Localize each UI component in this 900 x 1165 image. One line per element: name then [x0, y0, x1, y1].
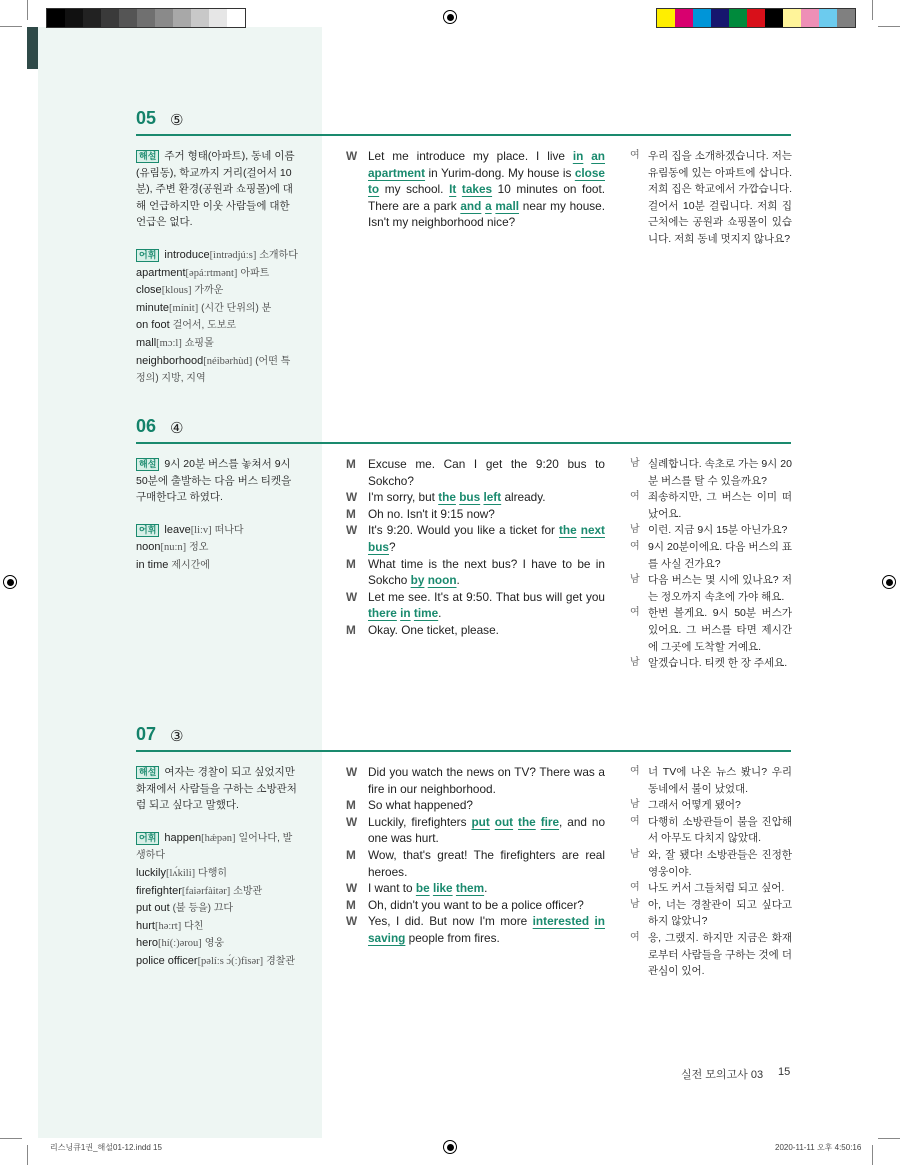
- speaker-label: M: [346, 457, 356, 471]
- answer-mark: ③: [170, 728, 184, 745]
- translation-speaker: 남: [630, 524, 640, 536]
- vocab-item: [136, 953, 298, 971]
- vocab-pronunciation: [mínit]: [169, 302, 199, 314]
- blank-answer-word: interested: [532, 914, 590, 929]
- vocab-item: [136, 900, 298, 918]
- explanation-text: 9시 20분 버스를 놓쳐서 9시 50분에 출발하는 다음 버스 티켓을 구매한다고 하였다.: [136, 458, 292, 504]
- vocab-pronunciation: [pəlíːs ɔ́(ː)fisər]: [197, 955, 264, 967]
- translation-text: 아, 너는 경찰관이 되고 싶다고 하지 않았니?: [648, 898, 792, 928]
- dialogue-segment: my school.: [379, 182, 450, 197]
- explanation: [136, 456, 298, 506]
- speaker-label: W: [346, 765, 358, 779]
- dialogue-line: [346, 622, 605, 639]
- dialogue-segment: Luckily, firefighters: [368, 814, 472, 829]
- dialogue-line: [346, 556, 605, 589]
- blank-answer-word: It: [449, 182, 457, 197]
- spacer: [136, 231, 298, 247]
- dialogue-text: [368, 522, 605, 555]
- translation-speaker: 남: [630, 799, 640, 811]
- dialogue-segment: It's 9:20. Would you like a ticket for: [368, 523, 559, 538]
- translation-speaker: 남: [630, 657, 640, 669]
- vocab-meaning: 가까운: [194, 285, 224, 297]
- vocab-item: [136, 883, 298, 901]
- translation-text: 9시 20분이에요. 다음 버스의 표를 사실 건가요?: [648, 540, 792, 570]
- speaker-label: W: [346, 589, 358, 604]
- dialogue-segment: Yes, I did. But now I'm more: [368, 914, 533, 929]
- dialogue-segment: people from fires.: [405, 930, 500, 945]
- blank-answer-word: time: [413, 606, 439, 621]
- dialogue-segment: Excuse me. Can I get the 9:20 bus to Sokcho?: [368, 457, 605, 488]
- blank-answer-word: bus: [459, 490, 481, 505]
- translation-column: [630, 764, 792, 980]
- vocab-item: [136, 522, 298, 540]
- explanation: [136, 764, 298, 814]
- vocab-pronunciation: [həːrt]: [154, 920, 182, 932]
- translation-speaker: 여: [630, 150, 640, 161]
- speaker-label: M: [346, 506, 356, 521]
- dialogue-line: [346, 489, 605, 506]
- vocab-meaning: 다친: [184, 920, 204, 932]
- dialogue-text: [368, 489, 605, 506]
- color-swatch: [765, 9, 783, 27]
- blank-answer-word: noon: [427, 573, 457, 588]
- blank-answer-word: out: [494, 814, 514, 829]
- blank-answer-word: and: [460, 198, 482, 213]
- vocab-item: [136, 557, 298, 575]
- blank-answer-word: mall: [495, 198, 520, 213]
- vocab-word: apartment: [136, 266, 186, 279]
- color-swatch: [155, 9, 173, 27]
- page-number: 15: [778, 1066, 791, 1078]
- vocab-meaning: 다행히: [198, 867, 228, 879]
- vocab-meaning: 쇼핑몰: [184, 337, 214, 349]
- translation-text: 알겠습니다. 티켓 한 장 주세요.: [648, 657, 788, 670]
- vocab-meaning: 영웅: [204, 938, 225, 950]
- vocab-meaning: (시간 단위의) 분: [201, 302, 272, 314]
- dialogue-text: [368, 589, 605, 622]
- translation-column: [630, 148, 792, 248]
- speaker-label: W: [346, 149, 358, 163]
- explanation-text: 여자는 경찰이 되고 싶었지만 화재에서 사람들을 구하는 소방관처럼 되고 싶다고 말했다.: [136, 766, 297, 812]
- vocab-meaning: 걸어서, 도보로: [172, 320, 237, 332]
- dialogue-column: [346, 456, 605, 639]
- speaker-label: M: [346, 556, 356, 571]
- blank-answer-word: like: [432, 881, 453, 896]
- dialogue-segment: Okay. One ticket, please.: [368, 622, 499, 637]
- color-swatch: [675, 9, 693, 27]
- dialogue-segment: .: [484, 881, 488, 896]
- section-header: [136, 108, 791, 136]
- crop-mark: [872, 0, 873, 20]
- answer-mark: ⑤: [170, 112, 184, 129]
- dialogue-segment: .: [438, 606, 442, 621]
- registration-mark-icon: [3, 575, 17, 589]
- vocab-word: happen: [164, 831, 202, 844]
- blank-answer-word: apartment: [368, 165, 426, 180]
- vocab-pronunciation: [hǽpən]: [201, 832, 236, 844]
- color-swatch: [137, 9, 155, 27]
- color-swatch: [227, 9, 245, 27]
- blank-answer-word: be: [415, 881, 430, 896]
- translation-text: 너 TV에 나온 뉴스 봤니? 우리 동네에서 불이 났었대.: [648, 766, 792, 795]
- vocab-item: [136, 539, 298, 557]
- dialogue-segment: , and no one was hurt.: [368, 814, 606, 846]
- dialogue-column: [346, 764, 605, 947]
- vocab-word: noon: [136, 541, 161, 554]
- section-06: [136, 416, 792, 670]
- dialogue-line: [346, 764, 605, 797]
- vocab-meaning: 소개하다: [259, 249, 298, 261]
- crop-mark: [0, 1138, 22, 1139]
- dialogue-text: [368, 148, 605, 231]
- dialogue-text: [368, 814, 605, 847]
- color-swatch: [801, 9, 819, 27]
- translation-text: 죄송하지만, 그 버스는 이미 떠났어요.: [648, 491, 792, 520]
- translation-column: [630, 456, 792, 672]
- vocab-pronunciation: [néibərhùd]: [203, 355, 253, 367]
- vocab-word: close: [136, 284, 162, 297]
- section-header: [136, 416, 791, 444]
- dialogue-segment: in Yurim-dong. My house is: [425, 165, 575, 180]
- explanation-tag: 해설: [136, 150, 159, 163]
- translation-line: [630, 655, 792, 672]
- vocab-meaning: (불 등을) 끄다: [172, 903, 234, 915]
- vocab-pronunciation: [lʌ́kili]: [165, 867, 196, 879]
- blank-answer-word: left: [483, 490, 502, 505]
- translation-line: [630, 572, 792, 605]
- vocab-word: introduce: [164, 248, 210, 261]
- dialogue-segment: Wow, that's great! The firefighters are real heroes.: [368, 847, 605, 879]
- color-swatch: [119, 9, 137, 27]
- dialogue-text: [368, 880, 605, 897]
- translation-line: [630, 764, 792, 797]
- speaker-label: M: [346, 847, 356, 862]
- color-swatch: [693, 9, 711, 27]
- color-swatch: [837, 9, 855, 27]
- vocab-item: [136, 918, 298, 936]
- slug-timestamp: 2020-11-11 오후 4:50:16: [775, 1143, 862, 1152]
- vocab-meaning: (어떤 특정의) 지방, 지역: [136, 355, 291, 385]
- explanation-tag: 해설: [136, 766, 159, 779]
- vocab-meaning: 정오: [189, 542, 209, 554]
- translation-text: 우리 집을 소개하겠습니다. 저는 유림동에 있는 아파트에 삽니다. 저희 집은 학교에서 가깝습니다. 걸어서 10분 걸립니다. 저희 집 근처에는 공원과 쇼핑몰이 있습니다. 저희 동네 멋지지 않나요?: [648, 150, 792, 245]
- translation-line: [630, 456, 792, 489]
- translation-line: [630, 522, 792, 539]
- dialogue-line: [346, 880, 605, 897]
- vocab-pronunciation: [əpáːrtmənt]: [185, 267, 238, 279]
- dialogue-segment: What time is the next bus? I have to be in Sokcho: [368, 556, 605, 588]
- crop-mark: [872, 1145, 873, 1165]
- blank-answer-word: in: [594, 914, 605, 929]
- blank-answer-word: by: [410, 573, 425, 588]
- color-swatch: [819, 9, 837, 27]
- vocab-meaning: 일어나다, 발생하다: [136, 832, 293, 862]
- color-swatch: [101, 9, 119, 27]
- blank-answer-word: there: [368, 606, 397, 621]
- blank-answer-word: the: [518, 814, 536, 829]
- vocab-word: firefighter: [136, 884, 182, 897]
- vocab-word: mall: [136, 336, 157, 349]
- translation-text: 응, 그랬지. 하지만 지금은 화재로부터 사람들을 구하는 것에 더 관심이 있어.: [648, 931, 792, 978]
- dialogue-text: [368, 556, 605, 589]
- explanation-tag: 해설: [136, 458, 159, 471]
- vocab-item: [136, 830, 298, 865]
- vocab-pronunciation: [ìntrədjúːs]: [209, 249, 257, 261]
- vocab-word: police officer: [136, 954, 198, 967]
- speaker-label: W: [346, 914, 358, 929]
- dialogue-segment: Let me see. It's at 9:50. That bus will get you: [368, 589, 605, 604]
- dialogue-line: [346, 797, 605, 814]
- speaker-label: W: [346, 881, 358, 896]
- translation-speaker: 남: [630, 898, 640, 910]
- translation-text: 실례합니다. 속초로 가는 9시 20분 버스를 탈 수 있을까요?: [648, 458, 792, 487]
- blank-answer-word: to: [368, 182, 380, 197]
- dialogue-segment: .: [456, 573, 460, 588]
- vocab-meaning: 아파트: [240, 267, 270, 279]
- vocab-word: minute: [136, 301, 170, 314]
- answer-mark: ④: [170, 420, 184, 437]
- translation-speaker: 여: [630, 815, 640, 827]
- blank-answer-word: in: [400, 606, 411, 621]
- question-number: 05: [136, 108, 157, 128]
- explanation-text: 주거 형태(아파트), 동네 이름(유림동), 학교까지 거리(걸어서 10분), 주변 환경(공원과 쇼핑몰)에 대해 언급하지만 이웃 사람들에 대한 언급은 없다.: [136, 150, 295, 229]
- color-swatch: [711, 9, 729, 27]
- translation-text: 다행히 소방관들이 불을 진압해서 아무도 다치지 않았대.: [648, 815, 792, 845]
- color-swatch: [209, 9, 227, 27]
- dialogue-text: [368, 897, 605, 914]
- dialogue-segment: I want to: [368, 881, 416, 896]
- explanation-column: [136, 456, 298, 575]
- color-swatch: [83, 9, 101, 27]
- cmyk-color-bar: [656, 8, 856, 28]
- color-swatch: [173, 9, 191, 27]
- color-swatch: [47, 9, 65, 27]
- vocab-word: neighborhood: [136, 354, 204, 367]
- crop-mark: [878, 26, 900, 27]
- dialogue-text: [368, 622, 605, 639]
- vocab-item: [136, 247, 298, 265]
- vocab-word: in time: [136, 558, 169, 571]
- dialogue-text: [368, 847, 605, 880]
- color-swatch: [783, 9, 801, 27]
- translation-line: [630, 880, 792, 897]
- dialogue-line: [346, 456, 605, 489]
- translation-speaker: 여: [630, 491, 640, 503]
- dialogue-line: [346, 814, 605, 847]
- section-07: [136, 724, 792, 978]
- vocab-item: [136, 317, 298, 335]
- speaker-label: M: [346, 798, 356, 813]
- vocab-pronunciation: [nuːn]: [160, 542, 187, 554]
- translation-speaker: 남: [630, 574, 640, 586]
- translation-text: 다음 버스는 몇 시에 있나요? 저는 정오까지 속초에 가야 해요.: [648, 574, 792, 603]
- color-swatch: [657, 9, 675, 27]
- registration-mark-icon: [443, 10, 457, 24]
- speaker-label: M: [346, 622, 356, 637]
- vocab-meaning: 떠나다: [214, 524, 244, 536]
- blank-answer-word: them: [455, 881, 485, 896]
- dialogue-line: [346, 522, 605, 555]
- translation-line: [630, 148, 792, 248]
- vocab-pronunciation: [klous]: [161, 285, 192, 297]
- translation-text: 그래서 어떻게 됐어?: [648, 799, 741, 812]
- speaker-label: W: [346, 490, 358, 505]
- vocab-pronunciation: [liːv]: [190, 524, 212, 536]
- dialogue-line: [346, 148, 605, 231]
- color-swatch: [191, 9, 209, 27]
- section-05: [136, 108, 792, 385]
- vocab-word: on foot: [136, 319, 170, 332]
- explanation: [136, 148, 298, 231]
- dialogue-text: [368, 764, 605, 797]
- translation-line: [630, 930, 792, 980]
- explanation-column: [136, 764, 298, 971]
- dialogue-segment: ?: [388, 539, 396, 554]
- vocab-word: put out: [136, 902, 170, 915]
- dialogue-segment: Did you watch the news on TV? There was a fire in our neighborhood.: [368, 765, 605, 796]
- speaker-label: W: [346, 523, 358, 538]
- translation-speaker: 여: [630, 766, 640, 777]
- spacer: [136, 814, 298, 830]
- vocab-word: hero: [136, 937, 159, 950]
- blank-answer-word: an: [591, 149, 605, 163]
- registration-mark-icon: [882, 575, 896, 589]
- translation-text: 나도 커서 그들처럼 되고 싶어.: [648, 882, 785, 895]
- translation-text: 이런. 지금 9시 15분 아닌가요?: [648, 524, 788, 537]
- vocab-pronunciation: [hí(ː)ərou]: [158, 938, 202, 950]
- translation-line: [630, 539, 792, 572]
- dialogue-text: [368, 797, 605, 814]
- vocab-item: [136, 282, 298, 300]
- translation-text: 와, 잘 됐다! 소방관들은 진정한 영웅이야.: [648, 848, 792, 878]
- vocab-item: [136, 865, 298, 883]
- dialogue-segment: 10 minutes on foot. There are a park: [368, 182, 605, 213]
- question-number: 07: [136, 724, 157, 744]
- dialogue-text: [368, 456, 605, 489]
- blank-answer-word: bus: [368, 539, 389, 554]
- section-header: [136, 724, 791, 752]
- dialogue-segment: near my house. Isn't my neighborhood nice?: [368, 198, 606, 230]
- translation-line: [630, 814, 792, 847]
- translation-line: [630, 847, 792, 880]
- speaker-label: W: [346, 814, 358, 829]
- dialogue-line: [346, 913, 605, 946]
- registration-mark-icon: [443, 1140, 457, 1154]
- dialogue-text: [368, 913, 605, 946]
- vocab-tag: 어휘: [136, 249, 159, 262]
- spacer: [136, 506, 298, 522]
- dialogue-segment: already.: [501, 490, 546, 505]
- crop-mark: [27, 1145, 28, 1165]
- vocab-word: luckily: [136, 866, 166, 879]
- crop-mark: [0, 26, 22, 27]
- blank-answer-word: fire: [540, 814, 560, 829]
- translation-line: [630, 605, 792, 655]
- gray-color-bar: [46, 8, 246, 28]
- blank-answer-word: takes: [461, 182, 493, 197]
- vocab-meaning: 경찰관: [266, 955, 296, 967]
- vocab-word: leave: [164, 523, 191, 536]
- translation-line: [630, 489, 792, 522]
- speaker-label: M: [346, 897, 356, 912]
- blank-answer-word: next: [580, 523, 605, 538]
- blank-answer-word: the: [438, 490, 456, 505]
- color-swatch: [747, 9, 765, 27]
- blank-answer-word: a: [485, 198, 492, 213]
- vocab-item: [136, 300, 298, 318]
- explanation-column: [136, 148, 298, 388]
- dialogue-segment: Oh no. Isn't it 9:15 now?: [368, 506, 495, 521]
- blank-answer-word: put: [471, 814, 490, 829]
- translation-speaker: 여: [630, 931, 640, 943]
- vocab-item: [136, 353, 298, 388]
- vocab-meaning: 제시간에: [171, 559, 210, 571]
- translation-text: 한번 볼게요. 9시 50분 버스가 있어요. 그 버스를 타면 제시간에 그곳에 도착할 거예요.: [648, 607, 792, 653]
- vocab-pronunciation: [faiərfàitər]: [181, 885, 231, 897]
- dialogue-line: [346, 847, 605, 880]
- vocab-meaning: 소방관: [233, 885, 263, 897]
- dialogue-segment: Let me introduce my place. I live: [368, 149, 573, 163]
- dialogue-line: [346, 589, 605, 622]
- dialogue-segment: Oh, didn't you want to be a police officer?: [368, 897, 584, 912]
- crop-mark: [878, 1138, 900, 1139]
- vocab-word: hurt: [136, 919, 155, 932]
- crop-mark: [27, 0, 28, 20]
- slug-filename: 리스닝큐1권_해설01-12.indd 15: [50, 1143, 162, 1152]
- vocab-item: [136, 935, 298, 953]
- translation-speaker: 남: [630, 458, 640, 469]
- translation-speaker: 남: [630, 848, 640, 860]
- vocab-item: [136, 265, 298, 283]
- blank-answer-word: saving: [368, 930, 406, 945]
- dialogue-segment: So what happened?: [368, 798, 473, 813]
- translation-speaker: 여: [630, 540, 640, 552]
- dialogue-text: [368, 506, 605, 523]
- blank-answer-word: the: [559, 523, 577, 538]
- question-number: 06: [136, 416, 157, 436]
- translation-line: [630, 797, 792, 814]
- color-swatch: [729, 9, 747, 27]
- blank-answer-word: in: [572, 149, 584, 163]
- footer-title: 실전 모의고사 03: [681, 1069, 764, 1081]
- translation-line: [630, 897, 792, 930]
- dialogue-column: [346, 148, 605, 231]
- vocab-item: [136, 335, 298, 353]
- vocab-pronunciation: [mɔːl]: [156, 337, 182, 349]
- dialogue-segment: I'm sorry, but: [368, 490, 439, 505]
- vocab-tag: 어휘: [136, 832, 159, 845]
- vocab-tag: 어휘: [136, 524, 159, 537]
- translation-speaker: 여: [630, 882, 640, 894]
- dialogue-line: [346, 897, 605, 914]
- page-edge-tab: [27, 27, 38, 69]
- color-swatch: [65, 9, 83, 27]
- blank-answer-word: close: [574, 165, 605, 180]
- translation-speaker: 여: [630, 607, 640, 619]
- dialogue-line: [346, 506, 605, 523]
